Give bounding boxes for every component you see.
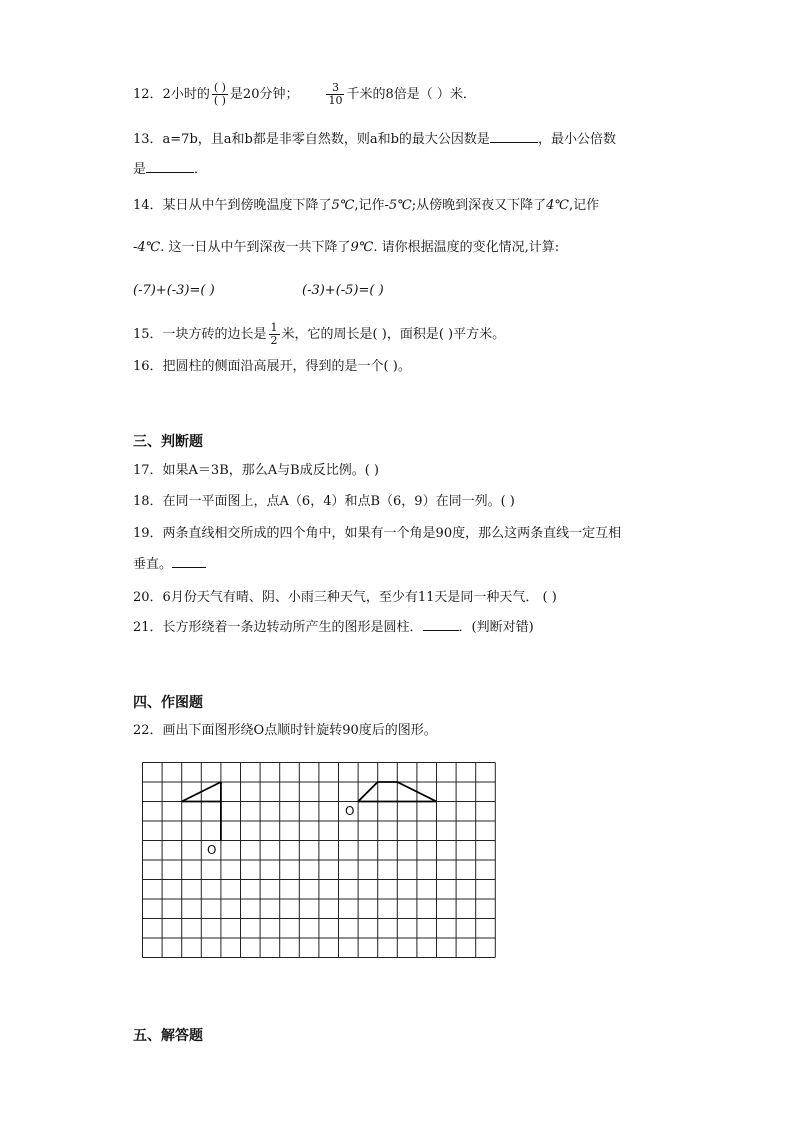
figure-2-pivot-label: O xyxy=(345,804,355,818)
q21-text-a: 21．长方形绕着一条边转动所产生的图形是圆柱． xyxy=(133,620,423,635)
question-15 xyxy=(133,322,505,347)
q13-period: ． xyxy=(194,162,208,177)
q12-fraction-blank xyxy=(212,82,228,107)
q12-text-a: 12．2小时的 xyxy=(133,87,210,102)
q14-temp-3: 4℃ xyxy=(546,198,569,213)
q14-calculation-2: (-3)+(-5)=( ) xyxy=(302,283,384,298)
fraction-denominator: ( ) xyxy=(213,94,226,107)
question-12 xyxy=(133,82,476,107)
q21-text-b: ．(判断对错) xyxy=(458,620,534,635)
fraction-numerator: 1 xyxy=(270,321,278,334)
q16-text: 16．把圆柱的侧面沿高展开，得到的是一个( )。 xyxy=(133,359,411,374)
question-14-line-2 xyxy=(133,239,559,257)
figure-1-pivot-label: O xyxy=(207,843,217,857)
q13-answer-blank-1[interactable] xyxy=(490,142,538,143)
question-19-line-1 xyxy=(133,525,621,543)
q14-temp-5: 9℃ xyxy=(350,240,374,255)
q13-answer-blank-2[interactable] xyxy=(146,172,194,173)
section-3-heading: 三、判断题 xyxy=(133,434,203,450)
grid-lines xyxy=(143,763,496,958)
question-20 xyxy=(133,589,557,607)
q14-temp-1: 5℃ xyxy=(331,198,355,213)
question-14-calc-2 xyxy=(302,282,384,300)
q14-text-e: . 这一日从中午到深夜一共下降了 xyxy=(160,240,351,255)
q14-text-a: 14．某日从中午到傍晚温度下降了 xyxy=(133,198,332,213)
question-19-line-2 xyxy=(133,556,206,574)
rotation-grid-figure xyxy=(138,758,498,962)
q12-fraction xyxy=(326,82,344,107)
question-17 xyxy=(133,462,379,480)
q19-text-line2: 垂直。 xyxy=(133,557,173,572)
q14-temp-4: -4℃ xyxy=(133,240,161,255)
q14-text-f: . 请你根据温度的变化情况,计算: xyxy=(373,240,560,255)
q14-calculation-1: (-7)+(-3)=( ) xyxy=(133,283,215,298)
section-5-heading: 五、解答题 xyxy=(133,1028,203,1044)
q15-text-a: 15．一块方砖的边长是 xyxy=(133,327,267,342)
q15-fraction xyxy=(269,322,280,347)
question-21 xyxy=(133,619,534,637)
q20-text: 20．6月份天气有晴、阴、小雨三种天气，至少有11天是同一种天气． ( ) xyxy=(133,590,557,605)
question-13-line-2 xyxy=(133,161,207,179)
q14-temp-2: -5℃ xyxy=(384,198,412,213)
q22-text: 22．画出下面图形绕O点顺时针旋转90度后的图形。 xyxy=(133,723,437,738)
question-14-calc-1 xyxy=(133,282,215,300)
q13-text-end: ，最小公倍数 xyxy=(537,132,616,147)
q21-answer-blank[interactable] xyxy=(423,630,459,631)
fraction-denominator: 2 xyxy=(270,334,278,347)
q18-text: 18．在同一平面图上，点A（6，4）和点B（6，9）在同一列。( ) xyxy=(133,494,515,509)
question-22 xyxy=(133,722,437,740)
question-13-line-1 xyxy=(133,131,616,149)
fraction-numerator: 3 xyxy=(326,82,344,95)
question-16 xyxy=(133,358,411,376)
question-14-line-1 xyxy=(133,197,599,215)
q14-text-d: ,记作 xyxy=(568,198,600,213)
q14-text-c: ;从傍晚到深夜又下降了 xyxy=(411,198,547,213)
q17-text: 17．如果A＝3B，那么A与B成反比例。( ) xyxy=(133,463,379,478)
q15-text-b: 米，它的周长是( )，面积是( )平方米。 xyxy=(281,327,506,342)
q14-text-b: ,记作 xyxy=(354,198,385,213)
section-4-heading: 四、作图题 xyxy=(133,695,203,711)
q19-text: 19．两条直线相交所成的四个角中，如果有一个角是90度，那么这两条直线一定互相 xyxy=(133,526,622,541)
q12-text-b: 是20分钟； xyxy=(229,87,299,102)
q19-answer-blank[interactable] xyxy=(172,567,206,568)
fraction-denominator: 10 xyxy=(328,94,343,107)
question-18 xyxy=(133,493,515,511)
q13-text: 13．a=7b，且a和b都是非零自然数，则a和b的最大公因数是 xyxy=(133,132,490,147)
q13-text-line2: 是 xyxy=(133,162,147,177)
fraction-numerator: ( ) xyxy=(213,81,226,94)
q12-text-c: 千米的8倍是（ ）米． xyxy=(346,87,476,102)
